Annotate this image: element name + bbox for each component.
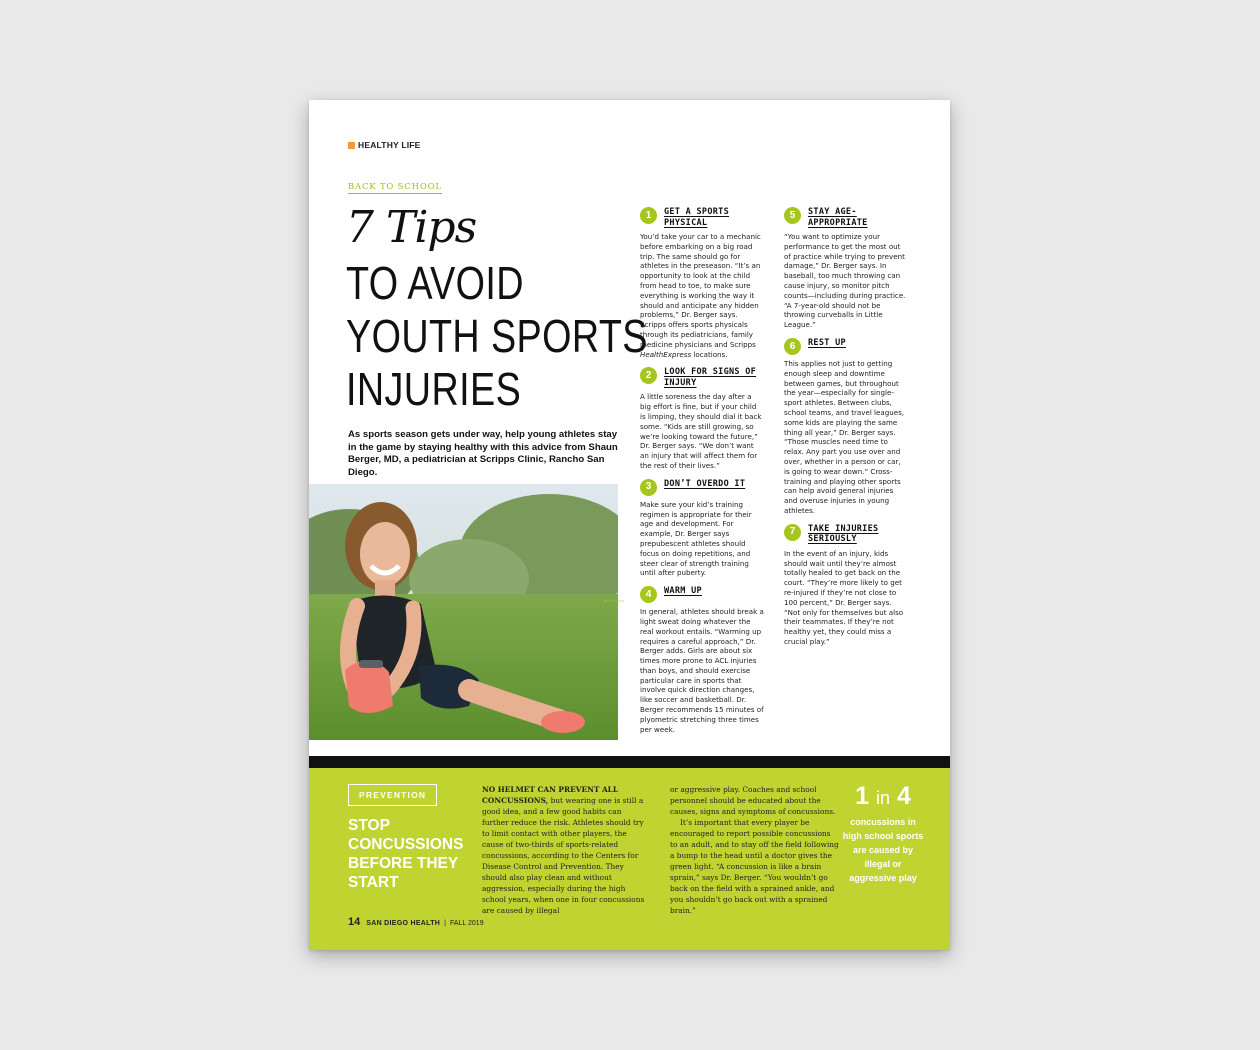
- stat-figure: 1 in 4: [855, 782, 911, 810]
- prevention-column-1: [482, 784, 646, 916]
- page-number: 14: [348, 916, 361, 928]
- kicker: BACK TO SCHOOL: [348, 182, 442, 192]
- prevention-column-2: [670, 784, 840, 916]
- tip-title: REST UP: [808, 337, 846, 348]
- stat-caption: concussions in high school sports are caused by illegal or aggressive play: [842, 817, 924, 883]
- tip-body: You’d take your car to a mechanic before embarking on a big road trip. The same should go for athletes in the preseason. “It’s an opportunity to look at the child from head to toe, to make sure everything is working the way it should and anticipate any hidden problems,” Dr. Berger says. Scripps offers sports physicals through its pediatricians, family medicine physicians and Scripps HealthExpress locations.: [640, 232, 761, 359]
- tip-body: “You want to optimize your performance to get the most out of practice while trying to prevent damage,” Dr. Berger says. In baseball, too much throwing can cause injury, so monitor pitch counts—including during practice. “A 7-year-old should not be throwing curveballs in Little League.”: [784, 232, 906, 330]
- tip-body: In general, athletes should break a light sweat doing whatever the real workout entails. “Warming up requires a careful approach,” Dr. Berger adds. Girls are about six times more prone to ACL injuries than boys, and should exercise particular care in sports that involve quick direction changes, like soccer and basketball. Dr. Berger recommends 15 minutes of plyometric stretching three times per week.: [640, 607, 764, 734]
- tips-column-left: [640, 207, 764, 742]
- tip-number-badge: 5: [784, 207, 801, 224]
- tip-body: A little soreness the day after a big effort is fine, but if your child is limping, they should dial it back some. “Kids are still growing, so we’re looking toward the future,” Dr. Berger says. “We don’t want an injury that will affect them for the rest of their lives.”: [640, 392, 762, 470]
- section-tag: [348, 140, 421, 150]
- tip-4: [640, 586, 764, 734]
- orange-square-icon: [348, 142, 355, 149]
- issue-date: FALL 2019: [449, 920, 484, 927]
- tip-title: TAKE INJURIES SERIOUSLY: [808, 523, 879, 545]
- tip-number-badge: 7: [784, 524, 801, 541]
- tip-body: This applies not just to getting enough sleep and downtime between games, but throughout the year—especially for single-sport athletes. Between clubs, school teams, and travel leagues, some kids are playing the same thing all year,” Dr. Berger says. “Those muscles need time to relax. Any part you use over and over, whether in a person or car, is going to wear down.” Cross-training and playing other sports can help avoid general injuries and overuse injuries in young athletes.: [784, 358, 905, 515]
- title-line: TO AVOID: [346, 257, 524, 309]
- prevention-text: or aggressive play. Coaches and school personnel should be educated about the causes, signs and symptoms of concussions.: [670, 785, 836, 816]
- tip-number-badge: 1: [640, 207, 657, 224]
- tip-title: WARM UP: [664, 586, 702, 597]
- tip-3: [640, 479, 764, 578]
- tip-number-badge: 6: [784, 338, 801, 355]
- title-script: 7 Tips: [346, 202, 477, 253]
- tip-1: [640, 207, 764, 359]
- prevention-text: It’s important that every player be encouraged to report possible concussions to an adult, and to stay off the field following a bump to the head until a doctor gives the green light. “A concussion is like a brain sprain,” says Dr. Berger. “You wouldn’t go back on the field with a sprained ankle, and you shouldn’t go back out with a sprained brain.”: [670, 818, 839, 915]
- prevention-label: PREVENTION: [348, 784, 437, 806]
- black-divider: [309, 756, 950, 768]
- deck-text: As sports season gets under way, help young athletes stay in the game by staying healthy with this advice from Shaun Berger, MD, a pediatrician at Scripps Clinic, Rancho San Diego.: [348, 429, 618, 478]
- athlete-photo: [309, 484, 618, 740]
- tip-title: GET A SPORTS PHYSICAL: [664, 207, 730, 228]
- arrow-icon: [594, 600, 634, 602]
- page-title: [346, 257, 648, 416]
- tip-2: [640, 367, 764, 470]
- page-footer: [348, 916, 484, 928]
- tip-number-badge: 4: [640, 586, 657, 603]
- tip-5: [784, 207, 908, 330]
- magazine-page: [309, 100, 950, 950]
- tip-7: [784, 524, 908, 647]
- tip-title: LOOK FOR SIGNS OF INJURY: [664, 367, 757, 388]
- footer-separator: |: [444, 920, 446, 927]
- tip-body: Make sure your kid’s training regimen is appropriate for their age and development. For example, Dr. Berger says prepubescent athletes should focus on doing repetitions, and steer clear of strength training until after puberty.: [640, 499, 752, 578]
- title-line: YOUTH SPORTS: [346, 310, 648, 362]
- prevention-lead: NO HELMET CAN PREVENT ALL CONCUSSIONS,: [482, 785, 619, 805]
- prevention-band: [309, 768, 950, 950]
- tips-column-right: [784, 207, 908, 655]
- section-label: HEALTHY LIFE: [358, 140, 421, 150]
- tip-number-badge: 3: [640, 479, 657, 496]
- tip-body: In the event of an injury, kids should wait until they’re almost totally healed to get back on the court. “They’re more likely to get re-injured if they’re not close to 100 percent,” Dr. Berger says. “Not only for themselves but also their teammates. If they’re not healthy yet, they could miss a crucial play.”: [784, 548, 904, 646]
- magazine-name: SAN DIEGO HEALTH: [366, 920, 441, 927]
- tip-number-badge: 2: [640, 367, 657, 384]
- title-line: INJURIES: [346, 363, 522, 415]
- tip-title: STAY AGE-APPROPRIATE: [808, 207, 868, 228]
- prevention-text: but wearing one is still a good idea, and a few good habits can further reduce the risk. Athletes should try to limit contact with other players, the cause of two-thirds of sports-related concussions, according to the Centers for Disease Control and Prevention. They should also play clean and without aggression, especially during the high school years, when one in four concussions are caused by illegal: [482, 796, 645, 915]
- tip-title: DON’T OVERDO IT: [664, 478, 746, 489]
- tip-6: [784, 338, 908, 516]
- prevention-heading: STOP CONCUSSIONS BEFORE THEY START: [348, 817, 464, 891]
- athlete-stretching-image: [309, 484, 618, 740]
- stat-callout: [842, 782, 924, 885]
